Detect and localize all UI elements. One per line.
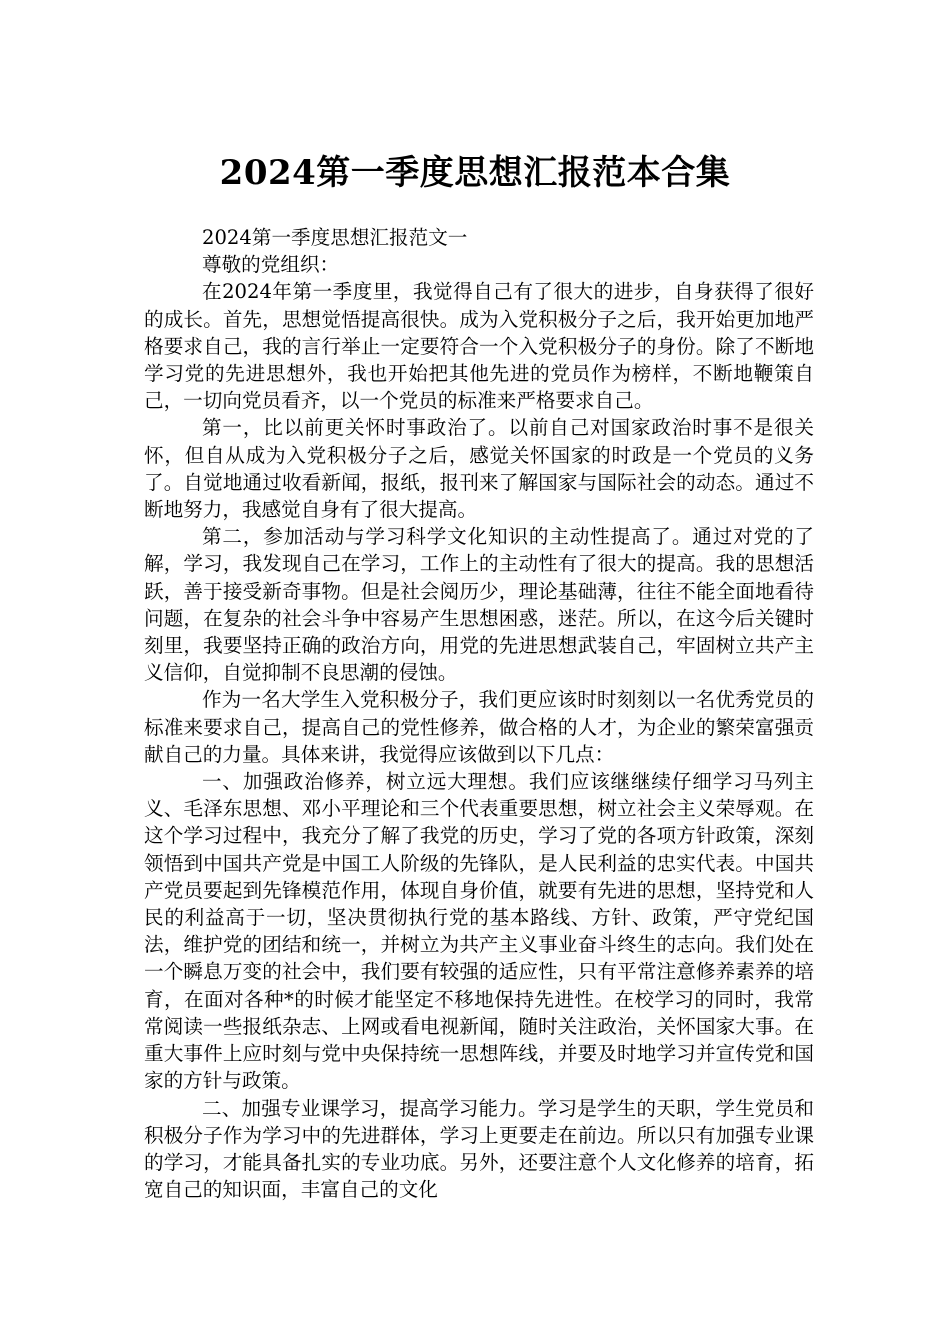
paragraph: 第一，比以前更关怀时事政治了。以前自己对国家政治时事不是很关怀，但自从成为入党积极分子之后，感觉关怀国家的时政是一个党员的义务了。自觉地通过收看新闻，报纸，报刊来了解国家与国际社会的动态。通过不断地努力，我感觉自身有了很大提高。 (144, 416, 814, 522)
paragraph: 第二，参加活动与学习科学文化知识的主动性提高了。通过对党的了解，学习，我发现自己在学习，工作上的主动性有了很大的提高。我的思想活跃，善于接受新奇事物。但是社会阅历少，理论基础薄，往往不能全面地看待问题，在复杂的社会斗争中容易产生思想困惑，迷茫。所以，在这今后关键时刻里，我要坚持正确的政治方向，用党的先进思想武装自己，牢固树立共产主义信仰，自觉抑制不良思潮的侵蚀。 (144, 525, 814, 685)
salutation: 尊敬的党组织： (202, 253, 340, 277)
document-title: 2024第一季度思想汇报范本合集 (219, 152, 731, 193)
paragraph: 作为一名大学生入党积极分子，我们更应该时时刻刻以一名优秀党员的标准来要求自己，提高自己的党性修养，做合格的人才，为企业的繁荣富强贡献自己的力量。具体来讲，我觉得应该做到以下几点： (144, 688, 814, 766)
paragraph: 一、加强政治修养，树立远大理想。我们应该继继续仔细学习马列主义、毛泽东思想、邓小平理论和三个代表重要思想，树立社会主义荣辱观。在这个学习过程中，我充分了解了我党的历史，学习了党的各项方针政策，深刻领悟到中国共产党是中国工人阶级的先锋队，是人民利益的忠实代表。中国共产党员要起到先锋模范作用，体现自身价值，就要有先进的思想，坚持党和人民的利益高于一切，坚决贯彻执行党的基本路线、方针、政策，严守党纪国法，维护党的团结和统一，并树立为共产主义事业奋斗终生的志向。我们处在一个瞬息万变的社会中，我们要有较强的适应性，只有平常注意修养素养的培育，在面对各种*的时候才能坚定不移地保持先进性。在校学习的同时，我常常阅读一些报纸杂志、上网或看电视新闻，随时关注政治，关怀国家大事。在重大事件上应时刻与党中央保持统一思想阵线，并要及时地学习并宣传党和国家的方针与政策。 (144, 770, 814, 1093)
document-body (144, 224, 814, 1203)
paragraph: 二、加强专业课学习，提高学习能力。学习是学生的天职，学生党员和积极分子作为学习中的先进群体，学习上更要走在前边。所以只有加强专业课的学习，才能具备扎实的专业功底。另外，还要注意个人文化修养的培育，拓宽自己的知识面，丰富自己的文化 (144, 1096, 814, 1202)
section-heading: 2024第一季度思想汇报范文一 (202, 226, 468, 249)
paragraph: 在2024年第一季度里，我觉得自己有了很大的进步，自身获得了很好的成长。首先，思想觉悟提高很快。成为入党积极分子之后，我开始更加地严格要求自己，我的言行举止一定要符合一个入党积极分子的身份。除了不断地学习党的先进思想外，我也开始把其他先进的党员作为榜样，不断地鞭策自己，一切向党员看齐，以一个党员的标准来严格要求自己。 (144, 280, 814, 413)
